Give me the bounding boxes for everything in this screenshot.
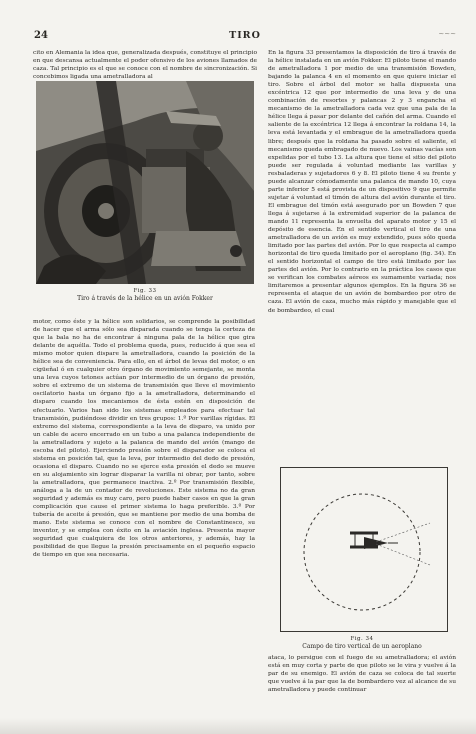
paragraph: cito en Alemania la idea que, generalizada después, constituye el principio en que descansa actualmente el poder ofensivo de los aviones llamados de caza. Tal principio es el que se conoce con el nombre de sincronización. Si concebimos ligada una ametralladora al <box>33 50 257 81</box>
corner-mark: ~~~ <box>438 30 456 38</box>
paragraph: ataca, lo persigue con el fuego de su ametralladora; el avión está en muy corta y parte de que piloto se le vira y vuelve á la par de su enemigo. El avión de caza se coloca de tal suerte que vuelve á la par que la de bombardero vez al alcance de su ametralladora y puede continuar <box>268 655 456 694</box>
figure-34-caption: Campo de tiro vertical de un aeroplano <box>302 643 422 650</box>
figure-33-photo <box>36 81 254 284</box>
running-title: TIRO <box>229 30 261 41</box>
figure-34-diagram <box>280 467 448 632</box>
text-bottom-left <box>33 318 255 559</box>
page-edge-shadow <box>0 718 476 734</box>
figure-34-caption-block <box>268 635 456 651</box>
page-header <box>34 30 456 44</box>
figure-33-label: Fig. 33 <box>133 288 157 294</box>
figure-33-caption-block <box>33 287 257 303</box>
figure-33-caption: Tiro á través de la hélice en un avión Fokker <box>77 295 213 302</box>
text-top-left <box>33 49 257 81</box>
paragraph: En la figura 33 presentamos la disposición de tiro á través de la hélice instalada en un avión Fokker. El piloto tiene el mando de ametralladora 1 por medio de una transmisión Bowden, bajando la palanca 4 en el momento en que quiere iniciar el tiro. Sobre el árbol del motor se halla dispuesta una excéntrica 12 que por intermedio de una leva y de una combinación de resortes y palancas 2 y 3 engancha el mecanismo de la ametralladora cada vez que una pala de la hélice llega á pasar por delante del cañón del arma. Cuando el saliente de la excéntrica 12 llega á encontrar la roldana 14, la leva está levantada y el embrague de la ametralladora queda libre; después que la roldana ha pasado sobre el saliente, el mecanismo queda embragado de nuevo. Los vainas vacías son expelidas por el tubo 13. La altura que tiene el sitio del piloto puede ser regulada á voluntad mediante las varillas y resbaladeras y sujetadores 6 y 8. El piloto tiene 4 su frente y puede alcanzar cómodamente una palanca de mando 10, cuya parte inferior 5 está provista de un dispositivo 9 que permite sujetar á voluntad el timón de altura del avión durante el tiro. El embrague del timón está asegurado por un Bowden 7 que llega á sujetarse á la extremidad superior de la palanca de mando 11 representa la envuelta del aparato motor y 15 el depósito de esencia. En el sentido vertical el tiro de una ametralladora de un avión es muy extendido, pues sólo queda limitado por las partes del avión. Por lo que respecta al campo horizontal de tiro queda limitado por el aeroplano (fig. 34). En el sentido horizontal el campo de tiro está limitado por las partes del avión. Por lo contrario en la práctica los casos que se verifican los combates aéreos es sumamente variada; nos limitaremos a presentar algunos ejemplos. En la figura 36 se representa el ataque de un avión de bombardeo por otro de caza. El avión de caza, mucho más rápido y manejable que el de bombardeo, el cual <box>268 50 456 314</box>
text-bottom-right <box>268 654 456 694</box>
page-number: 24 <box>34 30 48 41</box>
paragraph: motor, como éste y la hélice son solidarios, se comprende la posibilidad de hacer que el arma sólo sea disparada cuando se tenga la certeza de que la bala no ha de encontrar á ninguna pala de la hélice que gira delante de aquélla. Todo el problema queda, pues, reducido á que sea el mismo motor quien dispare la ametralladora, cuando la posición de la hélice sea de conveniencia. Para ello, en el árbol de levas del motor, o en cigüeñal ó en cualquier otro órgano de movimiento semejante, se monta una leva cuyos tetones actúan por intermedio de un órgano de presión, sobre el extremo de un sistema de transmisión que lleve el movimiento oscilatorio hasta un órgano fijo a la ametralladora, determinando el disparo cuando los mecanismos de ésta estén en disposición de efectuarlo. Varios han sido los sistemas empleados para efectuar tal transmisión, pudiéndose dividir en tres grupos: 1.º Por varillas rígidas. El extremo del sistema, correspondiente a la leva de disparo, va unido por un cable de acero encerrado en un tubo a una palanca independiente de la ametralladora y sujeto a la palanca de mando del avión (mango de escoba del piloto). Ejerciendo presión sobre el disparador se coloca el sistema en posición tal, que la leva, por intermedio del dedo de presión, ocasiona el disparo. Cuando no se ejerce esta presión el dedo se mueve en su alojamiento sin lograr disparar la varilla ni obrar, por tanto, sobre la ametralladora, que permanece inactiva. 2.º Por transmisión flexible, análoga a la de un contador de revoluciones. Este sistema no da gran seguridad y además es muy caro, pero puede haber casos en que la gran complicación que cause el primer sistema lo haga preferible. 3.º Por tubería de aceite á presión, que se mantiene por medio de una bomba de mano. Este sistema se conoce con el nombre de Constantinesco, su inventor, y se emplea con éxito en la aviación inglesa. Presenta mayor seguridad que cualquiera de los otros anteriores, y además, hay la posibilidad de que llegue la presión precisamente en el pequeño espacio de tiempo en que sea necesaria. <box>33 319 255 559</box>
text-right-column <box>268 49 456 315</box>
figure-34-label: Fig. 34 <box>350 636 374 642</box>
